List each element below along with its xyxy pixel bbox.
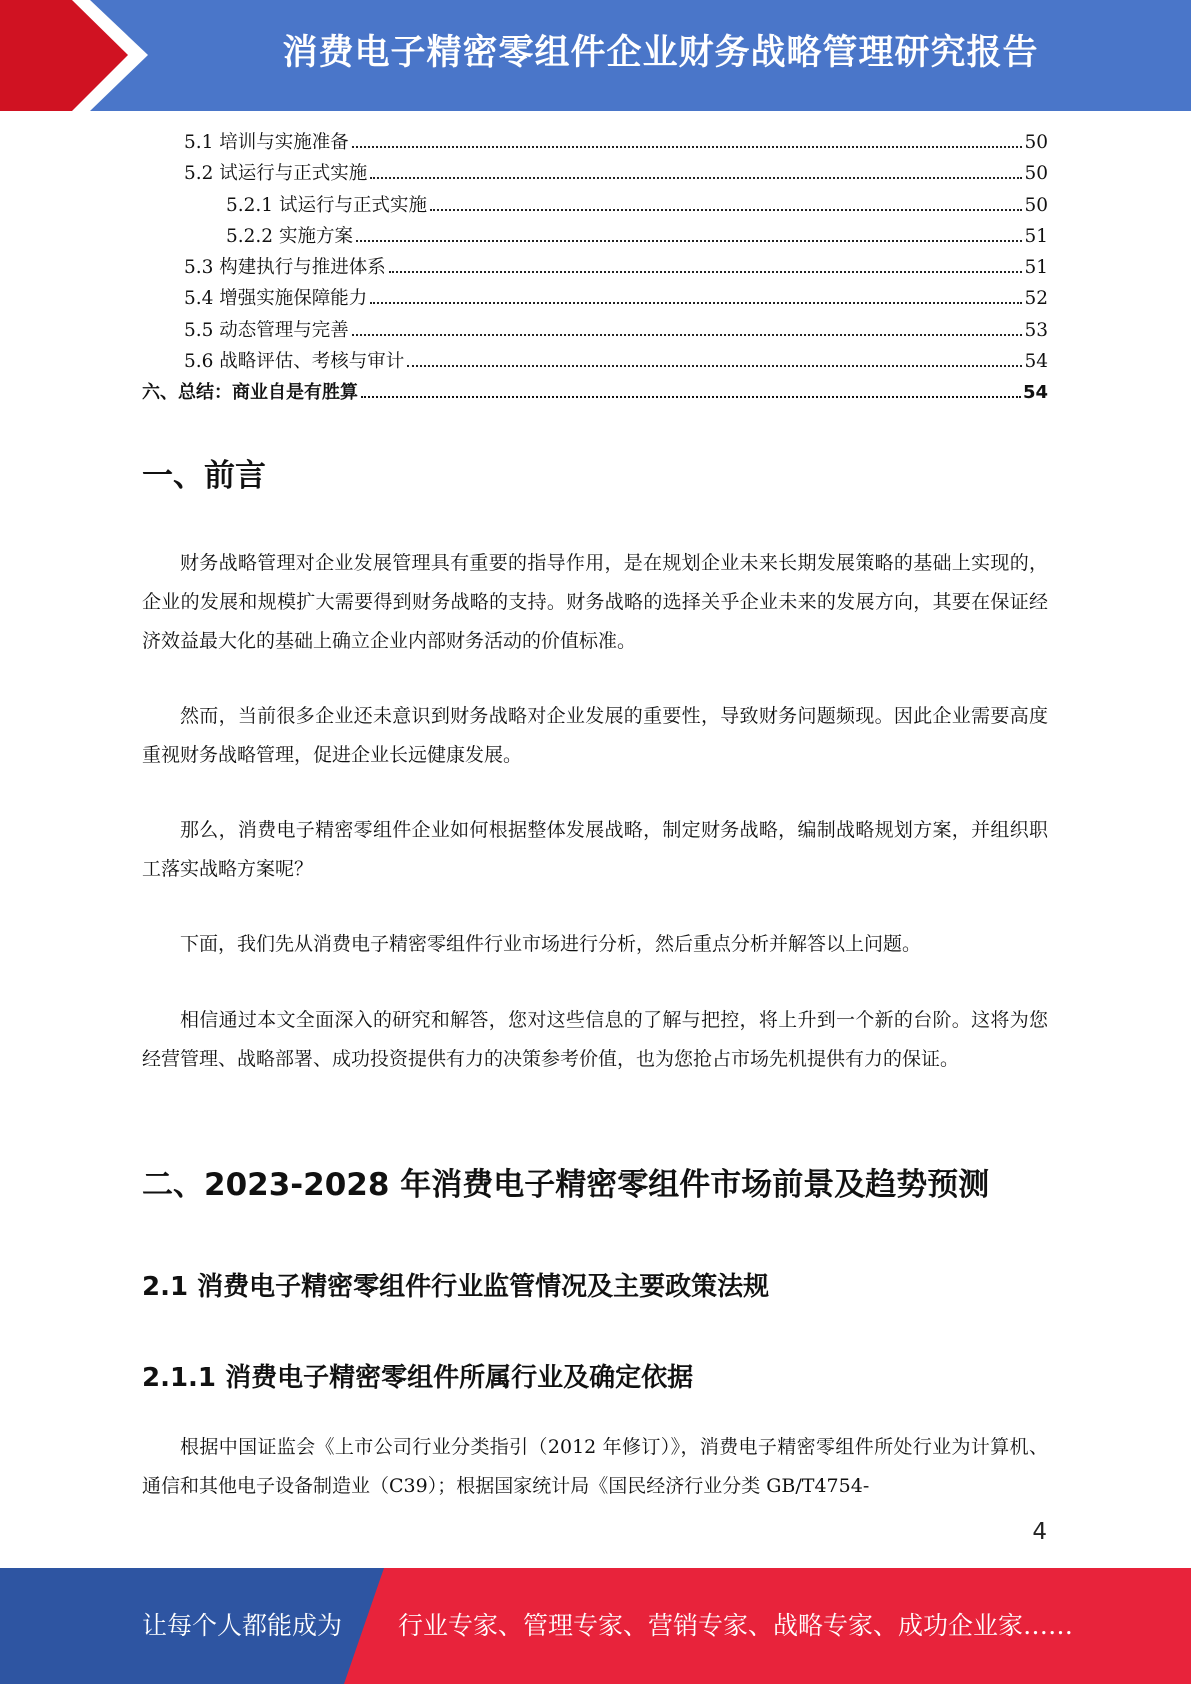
body-paragraph: 下面，我们先从消费电子精密零组件行业市场进行分析，然后重点分析并解答以上问题。 [180,933,922,955]
toc-entry[interactable] [142,159,1048,190]
header-title: 消费电子精密零组件企业财务战略管理研究报告 [282,33,1039,73]
toc-entry-label: 5.2 试运行与正式实施 [184,163,368,185]
toc-leader [352,334,1023,336]
toc-entry-label: 5.4 增强实施保障能力 [184,288,368,310]
toc-entry[interactable] [142,253,1048,284]
toc-leader [352,146,1023,148]
toc-entry-page: 52 [1024,288,1048,310]
toc-entry[interactable] [142,347,1048,378]
toc-entry[interactable] [142,191,1048,222]
subsection-heading-regulation: 2.1 消费电子精密零组件行业监管情况及主要政策法规 [142,1272,770,1302]
footer-banner [0,1568,1191,1684]
table-of-contents [142,128,1048,410]
page-number: 4 [1032,1519,1047,1545]
toc-entry-page: 50 [1024,194,1048,216]
toc-entry-label: 5.5 动态管理与完善 [184,319,349,341]
toc-entry-label: 5.3 构建执行与推进体系 [184,257,386,279]
toc-entry[interactable] [142,284,1048,315]
toc-leader [356,240,1023,242]
toc-leader [361,396,1021,398]
toc-entry-page: 50 [1024,132,1048,153]
body-paragraph: 根据中国证监会《上市公司行业分类指引（2012 年修订）》，消费电子精密零组件所处行业为计算机、通信和其他电子设备制造业（C39）；根据国家统计局《国民经济行业分类 GB/T4754- [142,1436,1048,1497]
footer-slogan-right: 行业专家、管理专家、营销专家、战略专家、成功企业家…… [398,1611,1074,1640]
toc-entry[interactable] [142,128,1048,159]
toc-entry-page: 51 [1024,225,1048,247]
toc-entry-page: 54 [1024,351,1048,373]
header-chevron-red [0,0,128,111]
toc-entry[interactable] [142,316,1048,347]
toc-entry-label: 5.6 战略评估、考核与审计 [184,351,405,373]
section-heading-preface: 一、前言 [142,458,266,494]
body-paragraph: 财务战略管理对企业发展管理具有重要的指导作用，是在规划企业未来长期发展策略的基础上实现的，企业的发展和规模扩大需要得到财务战略的支持。财务战略的选择关乎企业未来的发展方向，其要在保证经济效益最大化的基础上确立企业内部财务活动的价值标准。 [142,552,1048,652]
toc-entry-label: 5.2.2 实施方案 [226,225,353,247]
body-paragraph: 那么，消费电子精密零组件企业如何根据整体发展战略，制定财务战略，编制战略规划方案，并组织职工落实战略方案呢？ [142,819,1048,880]
toc-entry-page: 54 [1022,382,1048,404]
footer-slogan-left: 让每个人都能成为 [142,1611,343,1640]
toc-leader [407,365,1022,367]
toc-entry-label: 六、总结：商业自是有胜算 [142,382,358,404]
toc-entry-page: 53 [1024,319,1048,341]
body-paragraph: 相信通过本文全面深入的研究和解答，您对这些信息的了解与把控，将上升到一个新的台阶。这将为您经营管理、战略部署、成功投资提供有力的决策参考价值，也为您抢占市场先机提供有力的保证。 [142,1009,1048,1070]
toc-entry-page: 51 [1024,257,1048,279]
toc-leader [370,302,1022,304]
toc-entry-page: 50 [1024,163,1048,185]
toc-leader [389,271,1023,273]
toc-entry-label: 5.1 培训与实施准备 [184,132,349,153]
toc-entry[interactable] [142,222,1048,253]
toc-entry-chapter[interactable] [142,378,1048,409]
toc-leader [430,209,1022,211]
header-banner [0,0,1191,111]
toc-leader [370,177,1022,179]
toc-entry-label: 5.2.1 试运行与正式实施 [226,194,427,216]
subsubsection-heading-industry: 2.1.1 消费电子精密零组件所属行业及确定依据 [142,1363,694,1393]
body-paragraph: 然而，当前很多企业还未意识到财务战略对企业发展的重要性，导致财务问题频现。因此企业需要高度重视财务战略管理，促进企业长远健康发展。 [142,705,1048,766]
section-heading-market-outlook: 二、2023-2028 年消费电子精密零组件市场前景及趋势预测 [142,1167,990,1203]
